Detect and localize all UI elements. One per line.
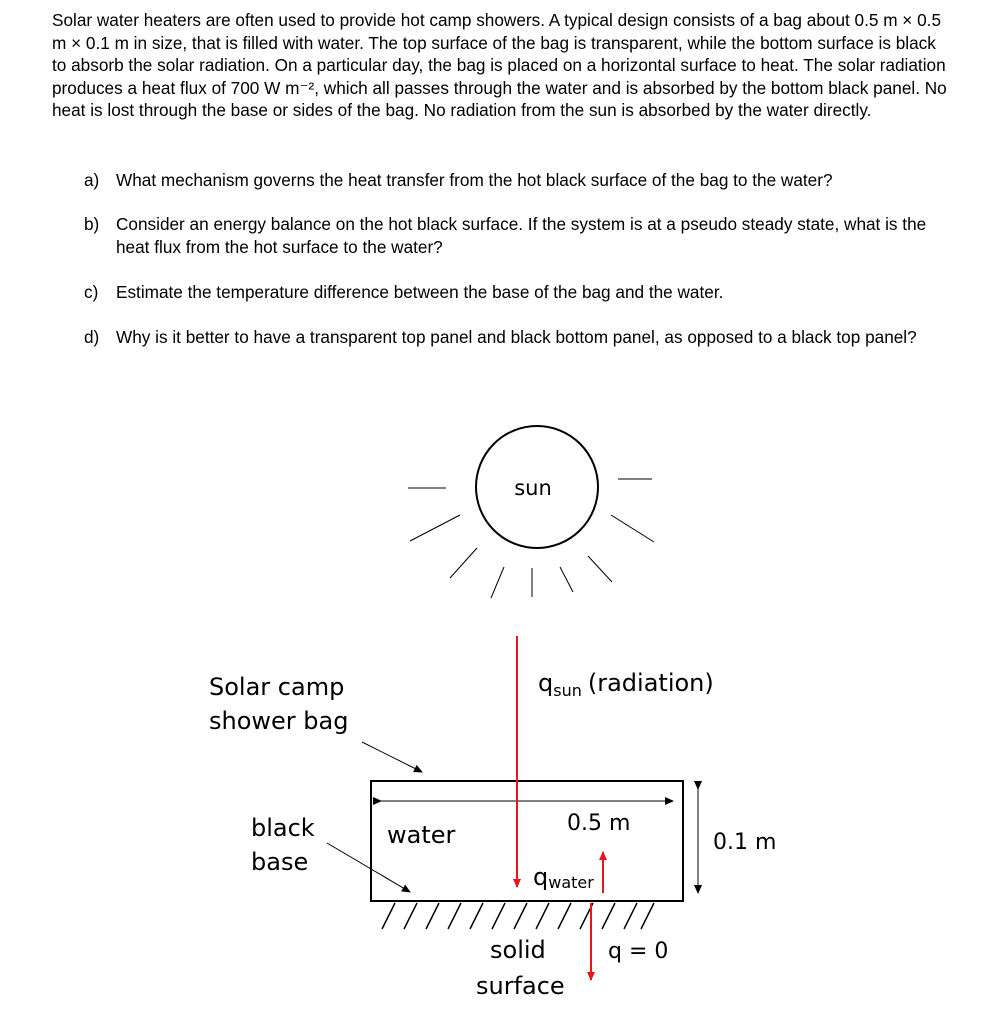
bag-pointer-arrow (362, 742, 422, 772)
q-water-label: qwater (533, 863, 594, 892)
question-text: What mechanism governs the heat transfer from the hot black surface of the bag to the water? (116, 170, 833, 190)
bag-label-line1: Solar camp (209, 673, 345, 701)
height-label: 0.1 m (713, 830, 777, 855)
q-sun-label: $q_{sun}$ (radiation) (538, 669, 714, 700)
solid-surface-hatching (382, 903, 654, 929)
width-label: 0.5 m (567, 811, 631, 836)
bag-label-line2: shower bag (209, 707, 349, 735)
question-label: c) (84, 282, 99, 302)
sun (408, 426, 654, 598)
question-label: a) (84, 170, 100, 190)
question-text: Consider an energy balance on the hot black surface. If the system is at a pseudo steady state, what is the heat flux from the hot surface to the water? (116, 214, 927, 257)
q-zero-label: q = 0 (608, 939, 669, 964)
sun-label: sun (514, 476, 552, 500)
problem-intro: Solar water heaters are often used to provide hot camp showers. A typical design consists of a bag about 0.5 m × 0.5 m × 0.1 m in size, that is filled with water. The top surface of the bag is transparent, while the bottom surface is black to absorb the solar radiation. On a particular day, the bag is placed on a horizontal surface to heat. The solar radiation produces a heat flux of 700 W m⁻², which all passes through the water and is absorbed by the bottom black panel. No heat is lost through the base or sides of the bag. No radiation from the sun is absorbed by the water directly. (52, 10, 947, 120)
solid-label-line1: solid (490, 936, 546, 964)
question-text: Why is it better to have a transparent top panel and black bottom panel, as opposed to a black top panel? (116, 327, 917, 347)
solid-label-line2: surface (476, 972, 565, 1000)
question-label: d) (84, 327, 100, 347)
question-text: Estimate the temperature difference between the base of the bag and the water. (116, 282, 724, 302)
base-pointer-arrow (327, 843, 410, 892)
question-label: b) (84, 214, 100, 234)
base-label-line1: black (251, 814, 315, 842)
water-label: water (387, 821, 456, 849)
base-label-line2: base (251, 848, 309, 876)
